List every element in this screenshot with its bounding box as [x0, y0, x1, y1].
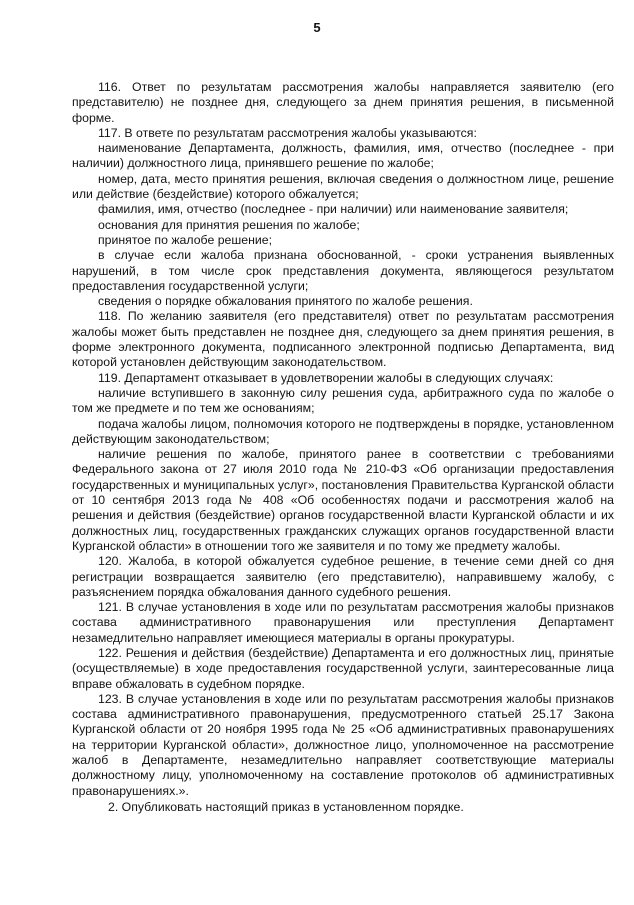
list-item-remediation-deadlines: в случае если жалоба признана обоснованной, - сроки устранения выявленных нарушений, в том числе срок представления документа, являющегося результатом предоставления государственной услуги; [72, 248, 614, 293]
list-item-department-name: наименование Департамента, должность, фамилия, имя, отчество (последнее - при наличии) должностного лица, принявшего решение по жалобе; [72, 141, 614, 171]
list-item-court-decision: наличие вступившего в законную силу решения суда, арбитражного суда по жалобе о том же предмете и по тем же основаниям; [72, 385, 614, 416]
paragraph-119: 119. Департамент отказывает в удовлетворении жалобы в следующих случаях: [98, 370, 554, 385]
paragraph-116: 116. Ответ по результатам рассмотрения жалобы направляется заявителю (его представителю) не позднее дня, следующего за днем принятия решения, в письменной форме. [72, 80, 614, 125]
paragraph-121: 121. В случае установления в ходе или по результатам рассмотрения жалобы признаков состава административного правонарушения или преступления Департамент незамедлительно направляет имеющиеся материалы в органы прокуратуры. [72, 600, 614, 645]
paragraph-publish-order: 2. Опубликовать настоящий приказ в установленном порядке. [108, 799, 464, 814]
paragraph-122: 122. Решения и действия (бездействие) Департамента и его должностных лиц, принятые (осуществляемые) в ходе предоставления государственной услуги, заинтересованные лица вправе обжаловать в судебном порядке. [72, 645, 614, 691]
list-item-appeal-procedure: сведения о порядке обжалования принятого по жалобе решения. [98, 294, 473, 309]
list-item-unauthorized-filing: подача жалобы лицом, полномочия которого не подтверждены в порядке, установленном действующим законодательством; [72, 416, 614, 446]
paragraph-123: 123. В случае установления в ходе или по результатам рассмотрения жалобы признаков состава административного правонарушения, предусмотренного статьей 25.17 Закона Курганской области от 20 ноября 1995 года № 25 «Об административных правонарушениях на территории Курганской области», должностное лицо, уполномоченное на рассмотрение жалоб в Департаменте, незамедлительно направляет соответствующие материалы должностному лицу, уполномоченному на составление протоколов об административных правонарушениях.». [72, 691, 614, 798]
list-item-decision-number: номер, дата, место принятия решения, включая сведения о должностном лице, решение или действие (бездействие) которого обжалуется; [72, 171, 614, 202]
list-item-applicant-name: фамилия, имя, отчество (последнее - при наличии) или наименование заявителя; [98, 202, 569, 217]
paragraph-117: 117. В ответе по результатам рассмотрения жалобы указываются: [98, 125, 477, 140]
paragraph-120: 120. Жалоба, в которой обжалуется судебное решение, в течение семи дней со дня регистрации возвращается заявителю (его представителю), направившему жалобу, с разъяснением порядка обжалования данного судебного решения. [72, 554, 614, 599]
document-body [72, 80, 614, 815]
page-number: 5 [313, 20, 321, 35]
list-item-prior-decision: наличие решения по жалобе, принятого ранее в соответствии с требованиями Федерального закона от 27 июля 2010 года № 210-ФЗ «Об организации предоставления государственных и муниципальных услуг», постановления Правительства Курганской области от 10 сентября 2013 года № 408 «Об особенностях подачи и рассмотрения жалоб на решения и действия (бездействие) органов государственной власти Курганской области и их должностных лиц, государственных гражданских служащих органов государственной власти Курганской области» в отношении того же заявителя и по тому же предмету жалобы. [72, 447, 614, 553]
list-item-decision-grounds: основания для принятия решения по жалобе; [98, 217, 360, 232]
paragraph-118: 118. По желанию заявителя (его представителя) ответ по результатам рассмотрения жалобы может быть представлен не позднее дня, следующего за днем принятия решения, в форме электронного документа, подписанного электронной подписью Департамента, вид которой установлен действующим законодательством. [72, 309, 614, 370]
list-item-decision: принятое по жалобе решение; [98, 232, 272, 247]
